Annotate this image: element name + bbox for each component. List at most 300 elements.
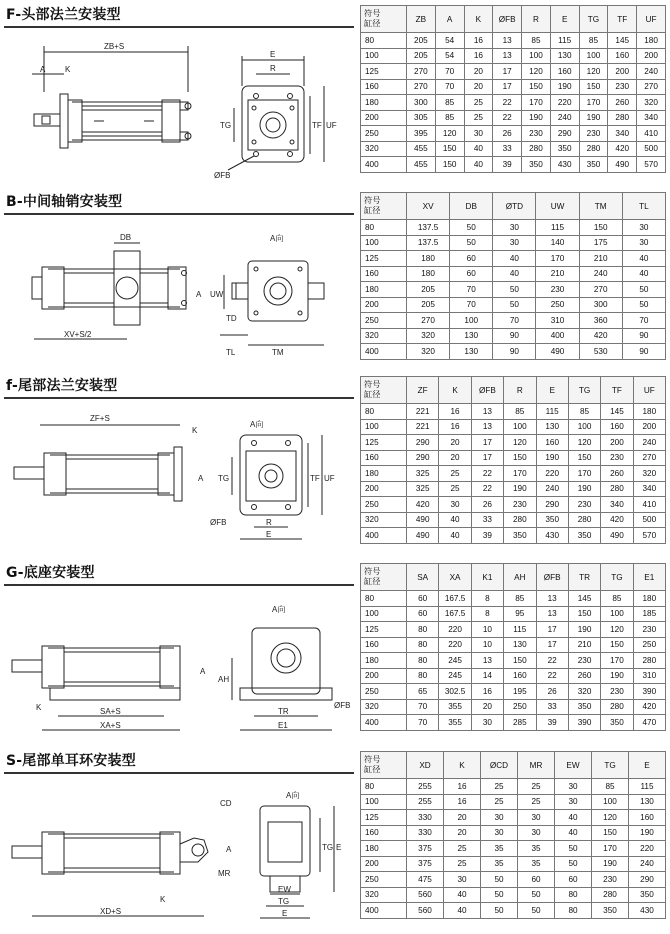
table-row	[361, 297, 666, 313]
value-cell: 39	[493, 157, 522, 173]
title-rule	[4, 584, 354, 586]
value-cell: 220	[439, 622, 471, 638]
value-cell: 90	[493, 344, 536, 360]
value-cell: 30	[493, 235, 536, 251]
corner-label-bore: 缸径	[364, 577, 381, 586]
value-cell: 14	[471, 668, 503, 684]
table-row	[361, 220, 666, 236]
value-cell: 200	[637, 48, 666, 64]
value-cell: 16	[444, 794, 481, 810]
value-cell: 180	[407, 251, 450, 267]
value-cell: 260	[601, 466, 633, 482]
value-cell: 40	[493, 251, 536, 267]
dim-tf: TF	[312, 121, 322, 130]
value-cell: 50	[622, 297, 665, 313]
section-f-rear	[0, 375, 670, 557]
value-cell: 100	[522, 48, 551, 64]
table-row	[361, 668, 666, 684]
table-row	[361, 328, 666, 344]
column-header: A	[435, 6, 464, 33]
value-cell: 26	[536, 684, 568, 700]
bore-cell: 125	[361, 810, 407, 826]
table-row	[361, 512, 666, 528]
table-row	[361, 235, 666, 251]
spec-table-g	[360, 563, 666, 731]
value-cell: 160	[608, 48, 637, 64]
value-cell: 100	[568, 419, 600, 435]
bore-cell: 400	[361, 344, 407, 360]
value-cell: 65	[407, 684, 439, 700]
value-cell: 205	[407, 48, 436, 64]
table-row	[361, 79, 666, 95]
value-cell: 26	[493, 126, 522, 142]
value-cell: 375	[407, 856, 444, 872]
column-header: ØTD	[493, 193, 536, 220]
corner-label-symbol: 符号	[364, 8, 381, 18]
value-cell: 240	[633, 435, 665, 451]
value-cell: 160	[550, 64, 579, 80]
value-cell: 25	[481, 779, 518, 795]
view-a-label: A向	[286, 791, 300, 800]
value-cell: 30	[493, 220, 536, 236]
title-rule	[4, 26, 354, 28]
value-cell: 70	[435, 79, 464, 95]
table-row	[361, 126, 666, 142]
view-a-label: A向	[250, 420, 264, 429]
value-cell: 22	[536, 653, 568, 669]
table-row	[361, 810, 666, 826]
column-header: TG	[579, 6, 608, 33]
drawing-g	[4, 588, 354, 740]
value-cell: 60	[450, 266, 493, 282]
value-cell: 150	[568, 450, 600, 466]
value-cell: 310	[536, 313, 579, 329]
value-cell: 40	[464, 141, 493, 157]
value-cell: 80	[407, 653, 439, 669]
column-header: TF	[608, 6, 637, 33]
value-cell: 420	[608, 141, 637, 157]
value-cell: 230	[633, 622, 665, 638]
value-cell: 205	[407, 33, 436, 49]
spec-table-f-rear	[360, 376, 666, 544]
value-cell: 280	[568, 512, 600, 528]
column-header: E	[536, 377, 568, 404]
value-cell: 350	[601, 715, 633, 731]
value-cell: 22	[471, 481, 503, 497]
value-cell: 221	[407, 419, 439, 435]
value-cell: 13	[536, 606, 568, 622]
column-header: TG	[601, 564, 633, 591]
column-header: UF	[633, 377, 665, 404]
value-cell: 20	[439, 435, 471, 451]
value-cell: 280	[608, 110, 637, 126]
value-cell: 230	[579, 126, 608, 142]
bore-cell: 125	[361, 435, 407, 451]
value-cell: 13	[471, 653, 503, 669]
value-cell: 30	[518, 810, 555, 826]
value-cell: 455	[407, 141, 436, 157]
corner-label-bore: 缸径	[364, 390, 381, 399]
value-cell: 250	[633, 637, 665, 653]
table-row	[361, 715, 666, 731]
value-cell: 120	[579, 64, 608, 80]
value-cell: 340	[601, 497, 633, 513]
value-cell: 80	[407, 622, 439, 638]
value-cell: 70	[435, 64, 464, 80]
value-cell: 150	[568, 606, 600, 622]
dim-a: A	[40, 65, 46, 74]
bore-cell: 320	[361, 512, 407, 528]
header-row	[361, 193, 666, 220]
value-cell: 22	[493, 95, 522, 111]
table-row	[361, 872, 666, 888]
value-cell: 530	[579, 344, 622, 360]
value-cell: 25	[444, 841, 481, 857]
bore-cell: 160	[361, 825, 407, 841]
dim-fb: ØFB	[334, 701, 351, 710]
bore-cell: 160	[361, 266, 407, 282]
section-s	[0, 750, 670, 932]
bore-cell: 200	[361, 110, 407, 126]
value-cell: 150	[522, 79, 551, 95]
dim-xv: XV+S/2	[64, 330, 92, 339]
value-cell: 30	[555, 779, 592, 795]
column-header: R	[522, 6, 551, 33]
value-cell: 160	[629, 810, 666, 826]
value-cell: 205	[407, 282, 450, 298]
value-cell: 270	[407, 79, 436, 95]
value-cell: 137.5	[407, 220, 450, 236]
bore-cell: 200	[361, 297, 407, 313]
dim-td: TD	[226, 314, 237, 323]
column-header: E	[550, 6, 579, 33]
dim-k: K	[65, 65, 71, 74]
value-cell: 190	[601, 668, 633, 684]
value-cell: 25	[464, 95, 493, 111]
bore-cell: 200	[361, 481, 407, 497]
bore-cell: 250	[361, 497, 407, 513]
header-row	[361, 6, 666, 33]
table-row	[361, 251, 666, 267]
value-cell: 280	[601, 699, 633, 715]
value-cell: 85	[568, 404, 600, 420]
table-row	[361, 33, 666, 49]
value-cell: 16	[439, 404, 471, 420]
table-row	[361, 266, 666, 282]
value-cell: 230	[601, 684, 633, 700]
value-cell: 120	[592, 810, 629, 826]
value-cell: 25	[518, 779, 555, 795]
value-cell: 230	[601, 450, 633, 466]
value-cell: 20	[444, 825, 481, 841]
value-cell: 410	[637, 126, 666, 142]
table-row	[361, 344, 666, 360]
value-cell: 220	[536, 466, 568, 482]
value-cell: 230	[504, 497, 536, 513]
value-cell: 25	[439, 466, 471, 482]
value-cell: 270	[637, 79, 666, 95]
value-cell: 140	[536, 235, 579, 251]
bore-cell: 180	[361, 466, 407, 482]
table-row	[361, 282, 666, 298]
dim-e1: E1	[278, 721, 288, 730]
value-cell: 25	[464, 110, 493, 126]
value-cell: 320	[568, 684, 600, 700]
value-cell: 13	[536, 591, 568, 607]
bore-cell: 180	[361, 282, 407, 298]
value-cell: 150	[592, 825, 629, 841]
value-cell: 340	[633, 481, 665, 497]
value-cell: 570	[633, 528, 665, 544]
value-cell: 350	[536, 512, 568, 528]
section-title: S-尾部单耳环安装型	[6, 753, 136, 769]
value-cell: 570	[637, 157, 666, 173]
value-cell: 50	[493, 297, 536, 313]
value-cell: 430	[550, 157, 579, 173]
spec-table-f	[360, 5, 666, 173]
value-cell: 85	[601, 591, 633, 607]
value-cell: 50	[481, 887, 518, 903]
value-cell: 16	[464, 33, 493, 49]
value-cell: 8	[471, 591, 503, 607]
value-cell: 50	[555, 856, 592, 872]
value-cell: 195	[504, 684, 536, 700]
bore-cell: 180	[361, 841, 407, 857]
spec-table-s	[360, 751, 666, 919]
column-header: TR	[568, 564, 600, 591]
value-cell: 16	[464, 48, 493, 64]
section-title: F-头部法兰安装型	[6, 7, 121, 23]
value-cell: 120	[522, 64, 551, 80]
table-row	[361, 622, 666, 638]
value-cell: 420	[579, 328, 622, 344]
value-cell: 560	[407, 887, 444, 903]
corner-label-bore: 缸径	[364, 206, 381, 215]
bore-cell: 250	[361, 684, 407, 700]
table-row	[361, 699, 666, 715]
corner-header	[361, 564, 407, 591]
value-cell: 285	[504, 715, 536, 731]
value-cell: 20	[439, 450, 471, 466]
corner-header	[361, 193, 407, 220]
value-cell: 170	[579, 95, 608, 111]
value-cell: 340	[608, 126, 637, 142]
value-cell: 150	[504, 450, 536, 466]
column-header: TG	[592, 752, 629, 779]
value-cell: 85	[579, 33, 608, 49]
column-header: TM	[579, 193, 622, 220]
value-cell: 190	[629, 825, 666, 841]
table-row	[361, 779, 666, 795]
bore-cell: 250	[361, 126, 407, 142]
value-cell: 325	[407, 481, 439, 497]
value-cell: 280	[579, 141, 608, 157]
value-cell: 167.5	[439, 591, 471, 607]
dim-k: K	[160, 895, 166, 904]
dim-tm: TM	[272, 348, 284, 357]
value-cell: 130	[504, 637, 536, 653]
column-header: TG	[568, 377, 600, 404]
value-cell: 160	[504, 668, 536, 684]
value-cell: 190	[568, 481, 600, 497]
value-cell: 350	[592, 903, 629, 919]
column-header: K1	[471, 564, 503, 591]
value-cell: 200	[601, 435, 633, 451]
table-row	[361, 528, 666, 544]
value-cell: 470	[633, 715, 665, 731]
value-cell: 85	[504, 591, 536, 607]
value-cell: 20	[464, 64, 493, 80]
value-cell: 35	[518, 841, 555, 857]
dim-tg-bottom: TG	[278, 897, 290, 906]
value-cell: 100	[579, 48, 608, 64]
table-row	[361, 404, 666, 420]
table-row	[361, 497, 666, 513]
dim-e-vertical: E	[336, 843, 342, 852]
value-cell: 30	[464, 126, 493, 142]
value-cell: 35	[481, 856, 518, 872]
table-row	[361, 591, 666, 607]
value-cell: 50	[450, 220, 493, 236]
value-cell: 40	[444, 887, 481, 903]
section-b	[0, 191, 670, 373]
header-row	[361, 752, 666, 779]
value-cell: 490	[608, 157, 637, 173]
value-cell: 30	[481, 825, 518, 841]
value-cell: 300	[579, 297, 622, 313]
column-header: ØCD	[481, 752, 518, 779]
corner-header	[361, 377, 407, 404]
value-cell: 115	[550, 33, 579, 49]
value-cell: 130	[629, 794, 666, 810]
value-cell: 325	[407, 466, 439, 482]
value-cell: 115	[504, 622, 536, 638]
dim-a: A	[198, 474, 204, 483]
value-cell: 350	[629, 887, 666, 903]
value-cell: 13	[493, 33, 522, 49]
value-cell: 150	[435, 141, 464, 157]
value-cell: 490	[601, 528, 633, 544]
value-cell: 120	[601, 622, 633, 638]
dim-e: E	[282, 909, 288, 918]
value-cell: 240	[629, 856, 666, 872]
dim-tg: TG	[220, 121, 232, 130]
value-cell: 190	[592, 856, 629, 872]
value-cell: 120	[435, 126, 464, 142]
value-cell: 410	[633, 497, 665, 513]
value-cell: 130	[450, 328, 493, 344]
bore-cell: 320	[361, 141, 407, 157]
value-cell: 22	[536, 668, 568, 684]
table-row	[361, 466, 666, 482]
dim-db: DB	[120, 233, 132, 242]
table-row	[361, 825, 666, 841]
value-cell: 350	[568, 528, 600, 544]
value-cell: 16	[444, 779, 481, 795]
section-f	[0, 4, 670, 186]
section-g	[0, 562, 670, 744]
column-header: E	[629, 752, 666, 779]
bore-cell: 160	[361, 637, 407, 653]
value-cell: 320	[633, 466, 665, 482]
view-a-label: A向	[272, 605, 286, 614]
dim-tg: TG	[322, 843, 334, 852]
value-cell: 130	[550, 48, 579, 64]
value-cell: 150	[579, 220, 622, 236]
dim-mr: MR	[218, 869, 231, 878]
value-cell: 350	[579, 157, 608, 173]
value-cell: 170	[522, 95, 551, 111]
value-cell: 60	[407, 591, 439, 607]
value-cell: 280	[504, 512, 536, 528]
bore-cell: 125	[361, 251, 407, 267]
value-cell: 40	[555, 810, 592, 826]
value-cell: 430	[629, 903, 666, 919]
value-cell: 150	[435, 157, 464, 173]
dim-ah: AH	[218, 675, 230, 684]
value-cell: 50	[481, 903, 518, 919]
value-cell: 475	[407, 872, 444, 888]
value-cell: 13	[471, 419, 503, 435]
value-cell: 170	[592, 841, 629, 857]
dim-uw: UW	[210, 290, 224, 299]
value-cell: 220	[629, 841, 666, 857]
value-cell: 200	[608, 64, 637, 80]
value-cell: 130	[536, 419, 568, 435]
dim-sa: SA+S	[100, 707, 121, 716]
value-cell: 210	[568, 637, 600, 653]
value-cell: 13	[471, 404, 503, 420]
value-cell: 35	[518, 856, 555, 872]
value-cell: 33	[471, 512, 503, 528]
value-cell: 8	[471, 606, 503, 622]
bore-cell: 100	[361, 419, 407, 435]
bore-cell: 400	[361, 157, 407, 173]
value-cell: 205	[407, 297, 450, 313]
value-cell: 90	[622, 344, 665, 360]
value-cell: 20	[444, 810, 481, 826]
value-cell: 260	[608, 95, 637, 111]
value-cell: 270	[407, 313, 450, 329]
value-cell: 350	[568, 699, 600, 715]
dim-zf: ZF+S	[90, 414, 110, 423]
value-cell: 85	[592, 779, 629, 795]
value-cell: 320	[407, 328, 450, 344]
spec-table-b	[360, 192, 666, 360]
value-cell: 185	[633, 606, 665, 622]
value-cell: 26	[471, 497, 503, 513]
value-cell: 180	[633, 591, 665, 607]
value-cell: 120	[568, 435, 600, 451]
value-cell: 40	[555, 825, 592, 841]
value-cell: 16	[471, 684, 503, 700]
value-cell: 280	[522, 141, 551, 157]
value-cell: 270	[579, 282, 622, 298]
table-row	[361, 313, 666, 329]
value-cell: 80	[407, 637, 439, 653]
value-cell: 320	[637, 95, 666, 111]
value-cell: 30	[471, 715, 503, 731]
dim-tf: TF	[310, 474, 320, 483]
value-cell: 40	[493, 266, 536, 282]
value-cell: 40	[464, 157, 493, 173]
table-row	[361, 903, 666, 919]
value-cell: 290	[536, 497, 568, 513]
value-cell: 240	[637, 64, 666, 80]
table-row	[361, 684, 666, 700]
value-cell: 80	[555, 887, 592, 903]
value-cell: 50	[481, 872, 518, 888]
